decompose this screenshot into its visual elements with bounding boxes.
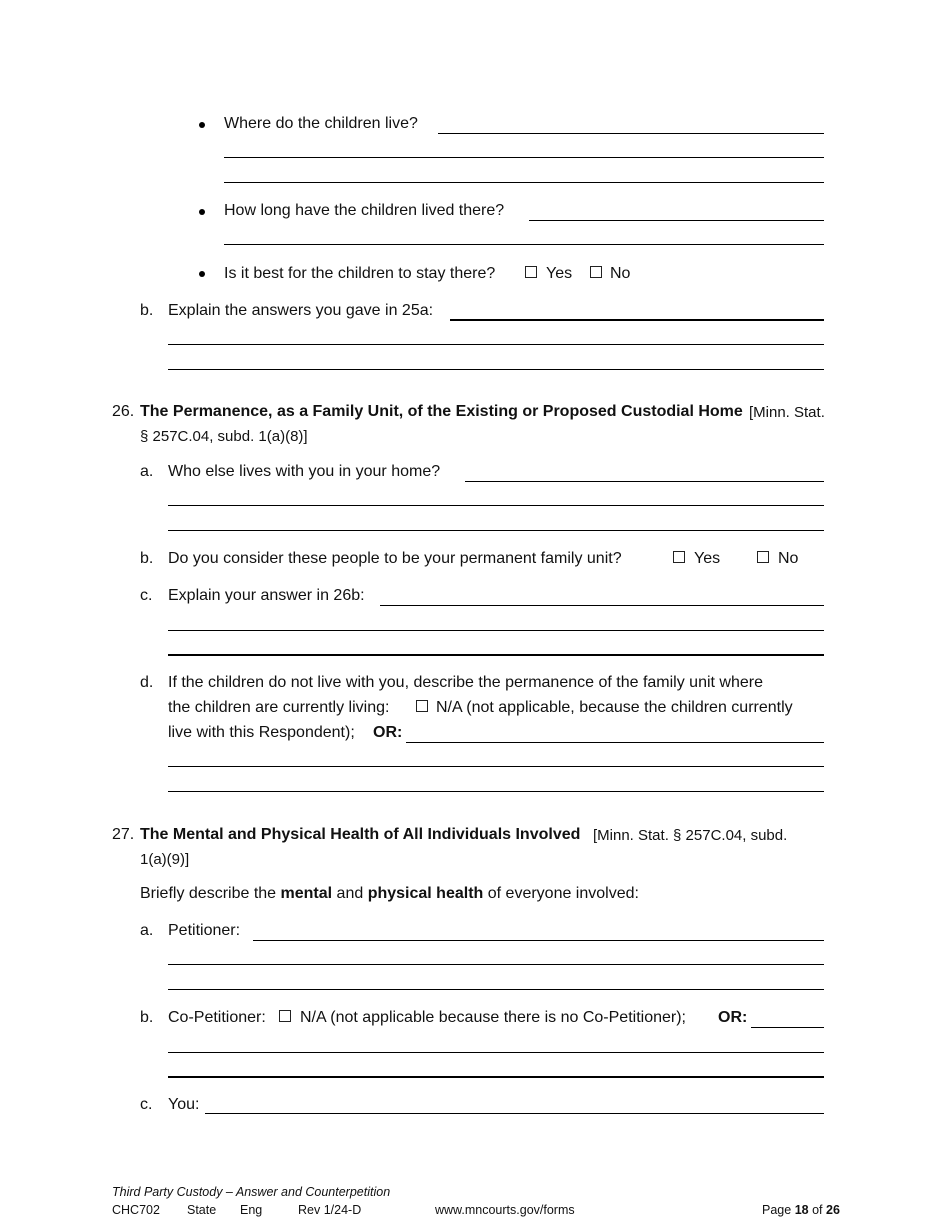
q26d-or: OR: [373,724,403,741]
q27c-label: You: [168,1096,200,1113]
q25-where-label: Where do the children live? [224,115,418,132]
q27b-field[interactable] [751,1027,824,1028]
footer-jurisdiction: State [187,1203,217,1217]
q27-intro-mental: mental [280,885,333,902]
q26c-label: Explain your answer in 26b: [168,587,365,604]
q25-where-field[interactable] [438,133,824,134]
q26d-field-line3[interactable] [168,791,824,792]
q26a-letter: a. [140,463,154,480]
q26d-text-line1: If the children do not live with you, describe the permanence of the family unit where [168,674,763,691]
q27c-field[interactable] [205,1113,824,1114]
q26d-field[interactable] [406,742,824,743]
q25b-field-line3[interactable] [168,369,824,370]
q27b-field-line3[interactable] [168,1076,824,1078]
q25-yes-label: Yes [546,265,573,282]
q27b-field-line2[interactable] [168,1052,824,1053]
q26d-field-line2[interactable] [168,766,824,767]
q27a-field-line2[interactable] [168,964,824,965]
q26a-label: Who else lives with you in your home? [168,463,441,480]
q26c-field-line3[interactable] [168,654,824,656]
footer-page-current: 18 [794,1203,809,1217]
q26b-no-label: No [778,550,799,567]
bullet-icon [199,122,205,128]
footer-page-label: Page [762,1203,792,1217]
bullet-icon [199,209,205,215]
q26-number: 26. [112,403,135,420]
q26b-letter: b. [140,550,154,567]
q27b-letter: b. [140,1009,154,1026]
q27a-label: Petitioner: [168,922,241,939]
footer-language: Eng [240,1203,263,1217]
q27-number: 27. [112,826,135,843]
q25-stay-label: Is it best for the children to stay there? [224,265,496,282]
q26d-na-checkbox[interactable] [416,700,428,712]
q27-intro-end: of everyone involved: [487,885,639,902]
q26d-letter: d. [140,674,154,691]
q26d-na-label: N/A (not applicable, because the children currently [436,699,793,716]
q26-citation-cont: § 257C.04, subd. 1(a)(8)] [140,428,308,445]
q25-how-long-field-line2[interactable] [224,244,824,245]
q25b-field-line2[interactable] [168,344,824,345]
q27-citation-cont: 1(a)(9)] [140,851,190,868]
q26b-label: Do you consider these people to be your permanent family unit? [168,550,622,567]
q25b-letter: b. [140,302,154,319]
q27a-field-line3[interactable] [168,989,824,990]
q27a-letter: a. [140,922,154,939]
q25-no-checkbox[interactable] [590,266,602,278]
q25-how-long-label: How long have the children lived there? [224,202,505,219]
q27b-label: Co-Petitioner: [168,1009,266,1026]
footer-page-total: 26 [826,1203,840,1217]
footer-revision: Rev 1/24-D [298,1203,362,1217]
q26d-text-line2: the children are currently living: [168,699,390,716]
q25-where-field-line2[interactable] [224,157,824,158]
q27-title: The Mental and Physical Health of All Individuals Involved [140,826,581,843]
q25-where-field-line3[interactable] [224,182,824,183]
q26-citation: [Minn. Stat. [749,404,825,421]
q26c-letter: c. [140,587,153,604]
footer-form-code: CHC702 [112,1203,160,1217]
q25-yes-checkbox[interactable] [525,266,537,278]
q26b-no-checkbox[interactable] [757,551,769,563]
q27b-na-label: N/A (not applicable because there is no Co-Petitioner); [300,1009,686,1026]
q25b-label: Explain the answers you gave in 25a: [168,302,434,319]
q26c-field[interactable] [380,605,824,606]
q25-no-label: No [610,265,631,282]
q26b-yes-checkbox[interactable] [673,551,685,563]
q27-intro-physical: physical health [367,885,484,902]
footer-form-title: Third Party Custody – Answer and Counterpetition [112,1185,391,1199]
q27-citation: [Minn. Stat. § 257C.04, subd. [593,827,788,844]
q27-intro-and: and [336,885,364,902]
q27a-field[interactable] [253,940,824,941]
q26a-field-line2[interactable] [168,505,824,506]
footer-page-of: of [812,1203,823,1217]
q26a-field[interactable] [465,481,824,482]
bullet-icon [199,271,205,277]
q26c-field-line2[interactable] [168,630,824,631]
q27-intro-start: Briefly describe the [140,885,277,902]
q26b-yes-label: Yes [694,550,721,567]
q27-intro [140,886,639,902]
footer-url[interactable]: www.mncourts.gov/forms [435,1203,575,1217]
q27c-letter: c. [140,1096,153,1113]
footer-page-number [762,1204,840,1217]
q27b-or: OR: [718,1009,748,1026]
q27b-na-checkbox[interactable] [279,1010,291,1022]
q25-how-long-field[interactable] [529,220,824,221]
q25b-field[interactable] [450,319,824,321]
q26a-field-line3[interactable] [168,530,824,531]
q26-title: The Permanence, as a Family Unit, of the Existing or Proposed Custodial Home [140,403,743,420]
q26d-text-line3: live with this Respondent); [168,724,355,741]
